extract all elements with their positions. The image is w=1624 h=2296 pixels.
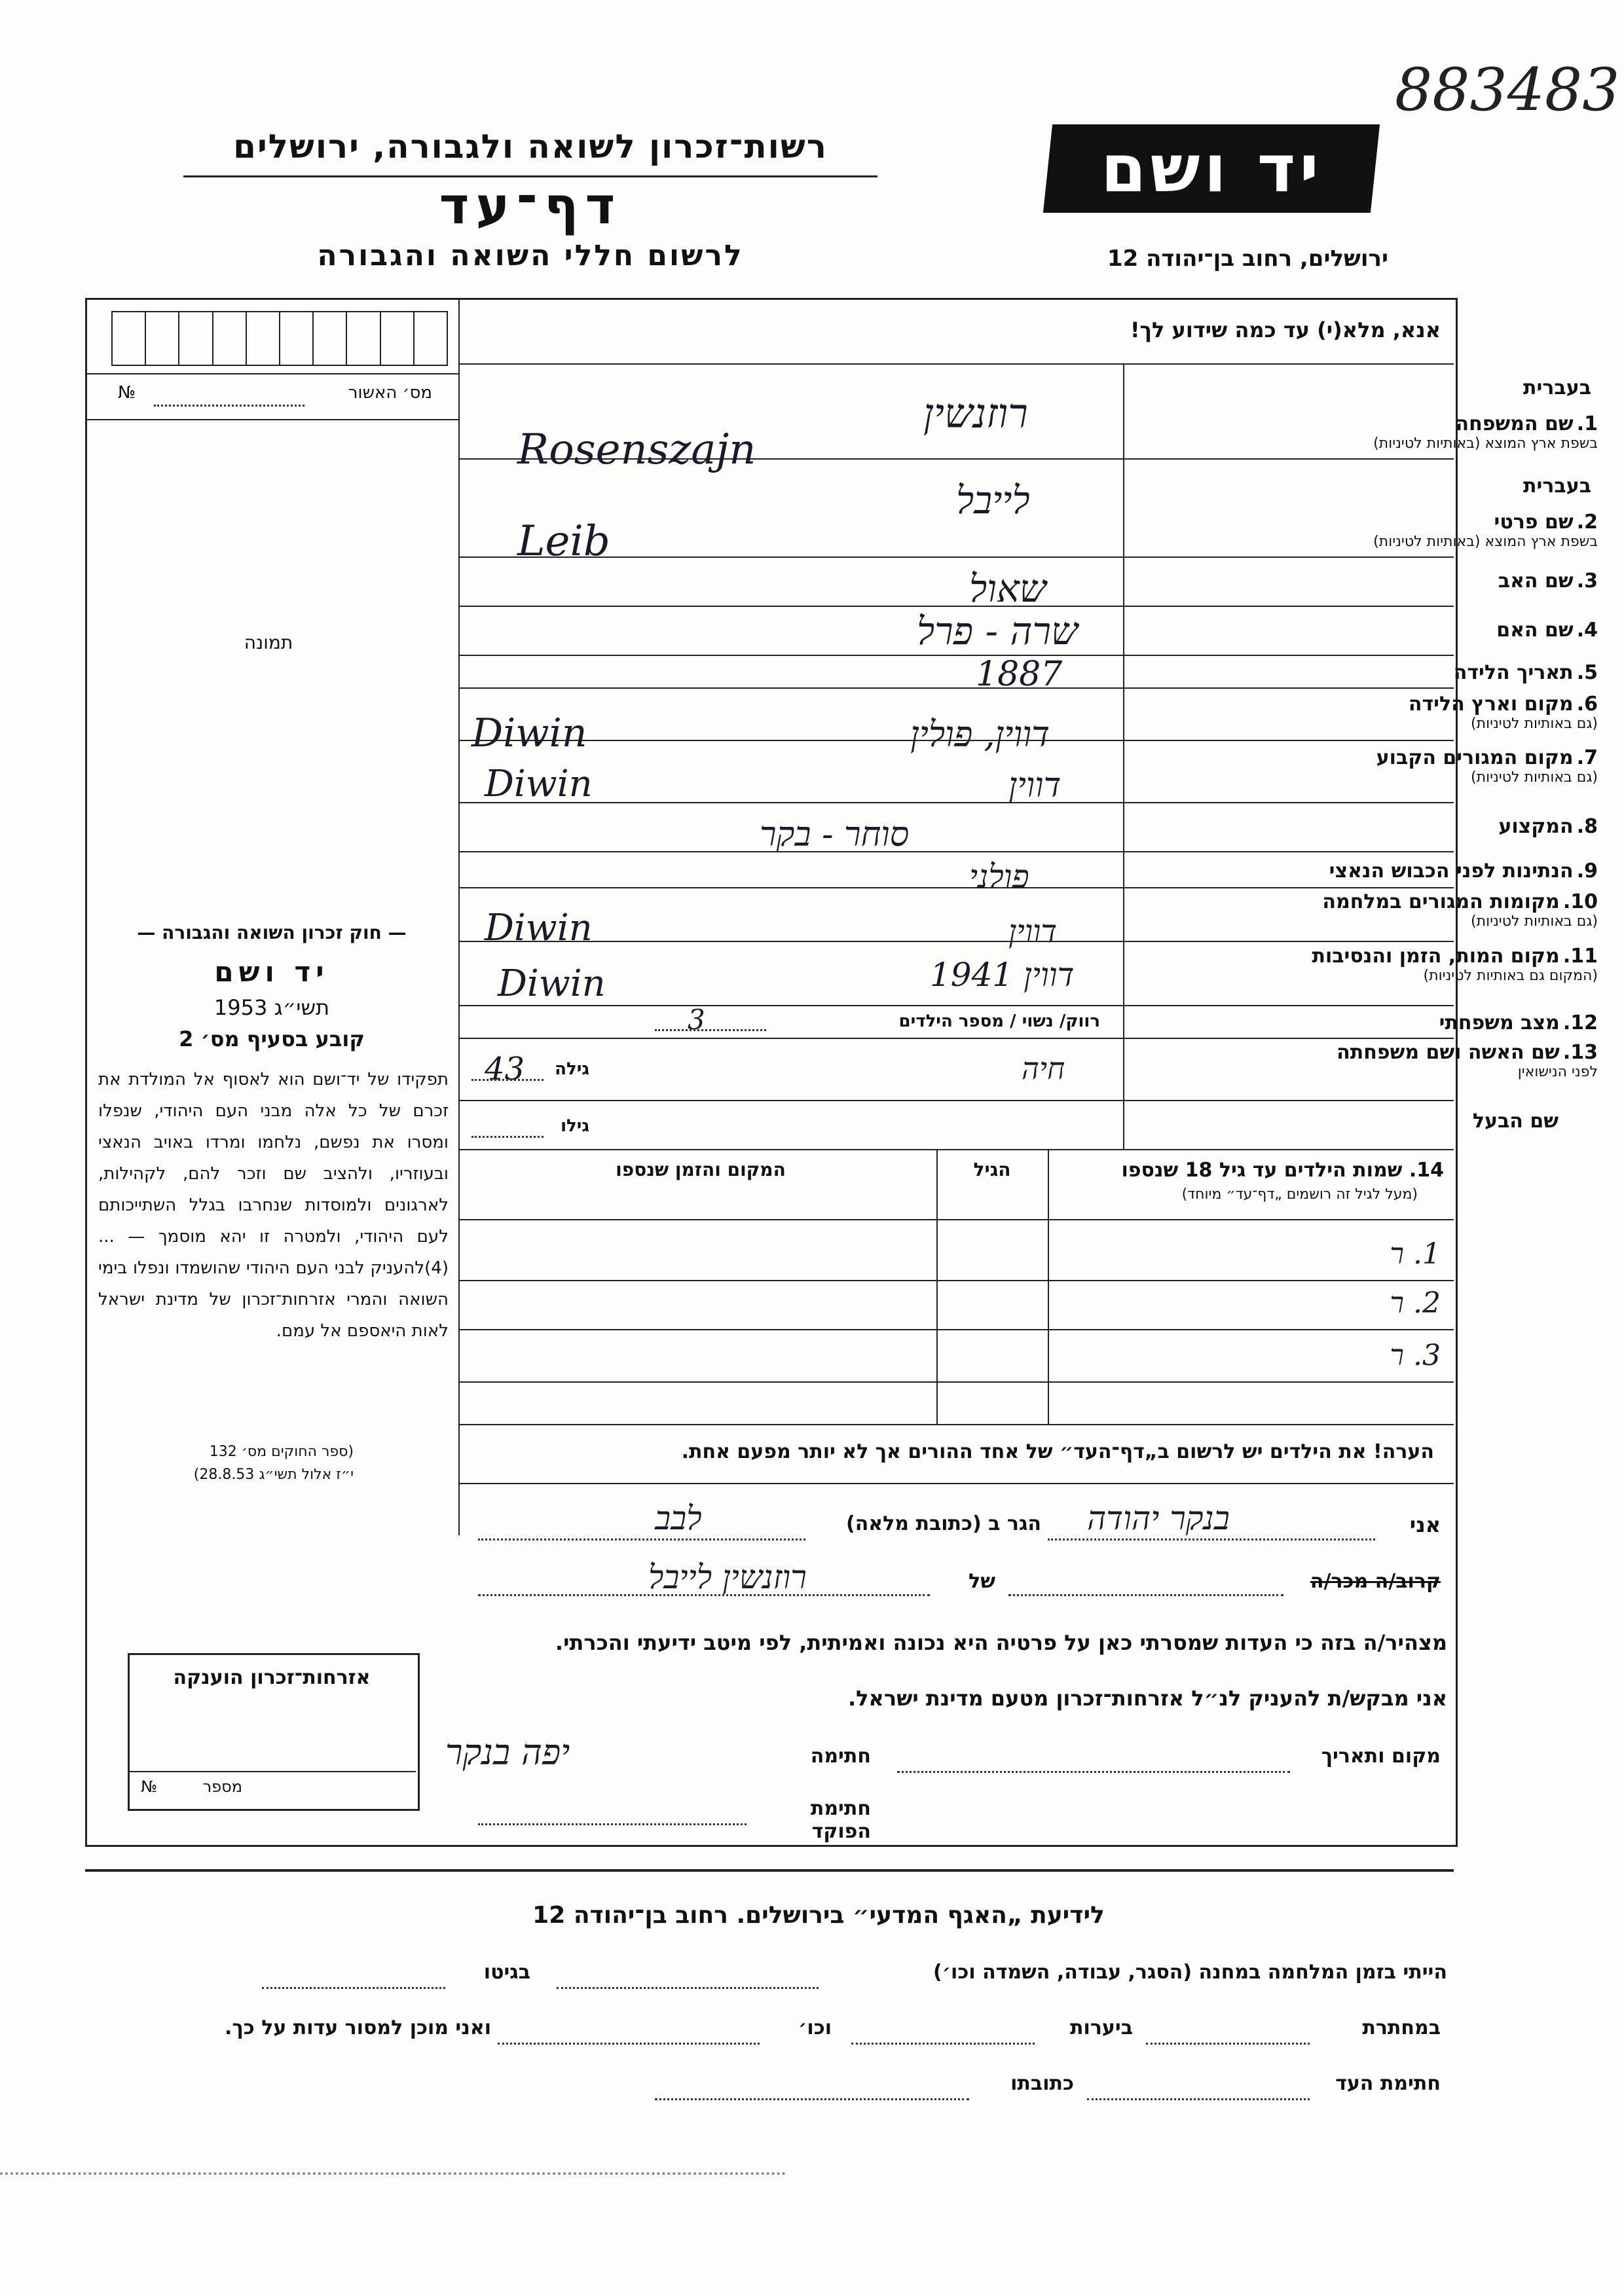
field-residence-sub: (גם באותיות לטיניות) [1471,769,1598,786]
children-bottom-line [458,1424,1454,1425]
field-given-lang: בעברית [1523,475,1591,498]
field-given-label: שם פרטי [1494,511,1574,534]
note-divider [458,1483,1454,1484]
law-name: יד ושם [214,956,329,988]
field-marital-num: 12. [1562,1011,1598,1034]
decl-relation-name: רוזנשין לייבל [648,1558,807,1596]
children-col-place: המקום והזמן שנספו [616,1159,786,1180]
children-row-line [458,1329,1454,1330]
answer-residence-heb: דווין [1008,766,1061,805]
label-column-divider [1123,363,1124,1149]
field-marital-label: מצב משפחתי [1439,1011,1560,1034]
field-war-places-label: מקומות המגורים במלחמה [1322,890,1560,913]
field-birth-place-num: 6. [1576,693,1598,716]
bottom-ready: ואני מוכן למסור עדות על כך. [225,2016,491,2039]
approval-boxes [111,311,448,366]
row-line [458,1149,1454,1150]
law-ref2: י״ז אלול תשי״ג 28.8.53) [193,1467,354,1483]
header-address: ירושלים, רחוב בן־יהודה 12 [1107,246,1388,272]
bottom-witness-line [1087,2098,1310,2100]
answer-wife: חיה [1022,1051,1065,1086]
answer-death-heb: דווין 1941 [930,956,1075,994]
row-line [458,941,1454,942]
children-count: 3 [688,1004,705,1036]
answer-father: שאול [969,566,1046,611]
law-ref1: (ספר החוקים מס׳ 132 [209,1444,354,1460]
children-col-age: הגיל [973,1159,1011,1180]
decl-filler-name: בנקר יהודה [1087,1499,1230,1537]
decl-filler-signature: יפה בנקר [445,1732,570,1773]
children-col-divider [936,1149,938,1424]
field-father [1300,570,1598,592]
bottom-forests: ביערות [1070,2016,1133,2039]
answer-birth-place-lat: Diwin [471,710,587,756]
answer-given-lat: Leib [517,517,610,566]
bottom-etc: וכו׳ [798,2016,832,2039]
intro-text: אנא, מלא(י) עד כמה שידוע לך! [1130,318,1441,342]
field-family [1300,376,1598,455]
approval-number-line [154,405,304,407]
bottom-address-line [655,2098,969,2100]
field-residence [1300,746,1598,786]
approval-bottom-line [85,419,458,420]
citizenship-divider [128,1771,416,1772]
approval-divider [85,373,458,374]
bottom-line1: הייתי בזמן המלחמה במחנה (הסגר, עבודה, השמדה וכו׳) [933,1961,1447,1984]
row-line [458,851,1454,852]
bottom-etc-line [498,2043,760,2045]
note-text: הערה! את הילדים יש לרשום ב„דף־העד״ של אחד ההורים אך לא יותר מפעם אחת. [681,1440,1434,1463]
row-line [458,655,1454,656]
field-nationality [1300,860,1598,883]
field-family-lang: בעברית [1523,376,1591,399]
citizenship-no-mark: № [141,1777,157,1796]
wife-age: 43 [485,1051,525,1087]
answer-family-heb: רוזנשין [923,390,1028,437]
field-given-sub: בשפת ארץ המוצא (באותיות לטיניות) [1373,534,1598,550]
intro-divider [458,363,1454,365]
archive-number: 883483 [1395,56,1620,124]
field-war-places [1300,890,1598,930]
approval-label: מס׳ האשור [348,383,432,403]
field-birth-date [1300,661,1598,684]
citizenship-number-label: מספר [202,1777,242,1796]
decl-filler-address: לבב [655,1499,702,1537]
law-year: תשי״ג 1953 [213,995,330,1020]
child-row: 2. ר [1390,1286,1441,1320]
field-wife-label: שם האשה ושם משפחתה [1337,1041,1560,1064]
husband-age-label: גילו [561,1116,589,1136]
row-line [458,802,1454,803]
field-death-label: מקום המות, הזמן והנסיבות [1312,945,1560,968]
answer-mother: שרה - פרל [917,609,1079,653]
answer-given-heb: לייבל [956,478,1030,522]
field-mother [1300,619,1598,642]
field-given-num: 2. [1576,511,1598,534]
decl-signature-label: חתימה [810,1745,871,1768]
field-profession [1300,815,1598,838]
field-wife [1300,1041,1598,1080]
child-row: 3. ר [1390,1339,1441,1372]
decl-request: אני מבקש/ת להעניק לנ״ל אזרחות־זכרון מטעם מדינת ישראל. [848,1686,1447,1711]
decl-name-line [1048,1539,1375,1540]
child-row: 1. ר [1390,1237,1441,1271]
decl-place-date-line [897,1771,1290,1773]
field-husband-label: שם הבעל [1472,1110,1559,1133]
form-title: דף־עד [439,177,622,236]
husband-age-line [471,1136,544,1138]
authority-title: רשות־זכרון לשואה ולגבורה, ירושלים [233,128,828,166]
children-title: 14. שמות הילדים עד גיל 18 שנספו [1121,1159,1444,1182]
field-death-num: 11. [1562,945,1598,968]
row-line [458,606,1454,607]
answer-nationality: פולני [969,858,1029,896]
bottom-address: כתובתו [1010,2072,1074,2095]
answer-death-lat: Diwin [498,962,606,1005]
field-war-places-num: 10. [1562,890,1598,913]
field-given [1300,475,1598,553]
form-subtitle: לרשום חללי השואה והגבורה [317,239,744,272]
law-text: תפקידו של יד־ושם הוא לאסוף אל המולדת את זכרם של כל אלה מבני העם היהודי, שנפלו ומסרו את נפשם, נלחמו ומרדו באויב הנאצי ובעוזריו, ולהציב שם וזכר להם, לקהילות, לארגונים ולמוסדות שנחרבו בגלל השתייכותם לעם היהודי, ולמטרה זו יהא מוסמך — ...(4)להעניק לבני העם היהודי שהושמדו ונפלו בימי השואה והמרי אזרחות־זכרון של מדינת ישראל לאות היאספם אל עמם. [98,1070,449,1341]
field-family-num: 1. [1576,412,1598,435]
field-wife-num: 13. [1562,1041,1598,1064]
answer-birth-date: 1887 [976,655,1063,694]
decl-relative: קרוב/ה מכר/ה [1310,1570,1441,1593]
field-family-label: שם המשפחה [1455,412,1574,435]
field-birth-date-num: 5. [1576,661,1598,684]
field-death-sub: (המקום גם באותיות לטיניות) [1423,968,1598,984]
marital-text: רווק/ נשוי / מספר הילדים [898,1011,1100,1031]
bottom-camp-line [557,1987,819,1989]
field-husband [1300,1110,1598,1133]
children-col-divider [1048,1149,1049,1424]
decl-ani: אני [1409,1512,1441,1537]
answer-profession: סוחר - בקר [760,815,910,854]
field-birth-place-label: מקום וארץ הלידה [1408,693,1574,716]
scan-edge-noise [0,2172,786,2175]
answer-birth-place-heb: דווין, פולין [910,714,1050,755]
field-profession-label: המקצוע [1498,815,1574,838]
bottom-ghetto-line [262,1987,445,1989]
field-father-label: שם האב [1498,570,1574,592]
approval-no-mark: № [118,383,136,403]
bottom-underground: במחתרת [1362,2016,1441,2039]
bottom-divider [85,1869,1454,1872]
bottom-title: לידיעת „האגף המדעי״ בירושלים. רחוב בן־יהודה 12 [532,1902,1105,1929]
answer-family-lat: Rosenszajn [517,426,756,474]
field-nationality-label: הנתינות לפני הכבוש הנאצי [1329,860,1574,883]
field-mother-label: שם האם [1496,619,1574,642]
left-column-divider [458,298,460,1535]
field-residence-label: מקום המגורים הקבוע [1376,746,1574,769]
field-family-sub: בשפת ארץ המוצא (באותיות לטיניות) [1373,435,1598,452]
logo-text: יד ושם [1100,130,1323,207]
field-birth-date-label: תאריך הלידה [1453,661,1574,684]
row-line [458,1005,1454,1006]
decl-resides: הגר ב (כתובת מלאה) [845,1512,1041,1535]
field-profession-num: 8. [1576,815,1598,838]
decl-relative-line [1008,1594,1283,1596]
field-wife-sub: לפני הנישואין [1517,1064,1598,1080]
law-clause: קובע בסעיף מס׳ 2 [179,1027,365,1051]
citizenship-title: אזרחות־זכרון הוענקה [173,1666,371,1689]
decl-officer-label: חתימת הפוקד [810,1797,871,1843]
bottom-ghetto: בגיטו [483,1961,530,1984]
decl-declares: מצהיר/ה בזה כי העדות שמסרתי כאן על פרטיה היא נכונה ואמיתית, לפי מיטב ידיעתי והכרתי. [555,1630,1447,1655]
field-residence-num: 7. [1576,746,1598,769]
children-row-line [458,1280,1454,1281]
photo-label: תמונה [244,632,293,653]
field-war-places-sub: (גם באותיות לטיניות) [1471,913,1598,930]
law-dash-title: — חוק זכרון השואה והגבורה — [137,922,407,943]
field-nationality-num: 9. [1576,860,1598,883]
bottom-witness-sig: חתימת העד [1335,2072,1441,2095]
field-death [1300,945,1598,984]
bottom-forests-line [851,2043,1035,2045]
field-father-num: 3. [1576,570,1598,592]
answer-war-place-heb: דווין [1008,913,1058,950]
decl-place-date: מקום ותאריך [1321,1745,1441,1768]
children-header-line [458,1219,1454,1220]
decl-officer-line [478,1823,747,1825]
children-sub: (מעל לגיל זה רושמים „דף־עד״ מיוחד) [1181,1186,1418,1203]
field-birth-place [1300,693,1598,732]
row-line [458,687,1454,689]
answer-war-place-lat: Diwin [485,907,593,949]
wife-age-line [471,1079,544,1081]
field-birth-place-sub: (גם באותיות לטיניות) [1471,716,1598,732]
row-line [458,1100,1454,1101]
row-line [458,1038,1454,1039]
marital-fill-line [655,1029,766,1031]
answer-residence-lat: Diwin [485,763,593,805]
bottom-underground-line [1146,2043,1310,2045]
row-line [458,887,1454,888]
field-marital [1300,1011,1598,1034]
children-row-line [458,1381,1454,1383]
wife-age-label: גילה [555,1059,589,1079]
field-mother-num: 4. [1576,619,1598,642]
decl-address-line [478,1539,805,1540]
yad-vashem-logo [1043,124,1380,213]
decl-of: של [969,1570,995,1593]
